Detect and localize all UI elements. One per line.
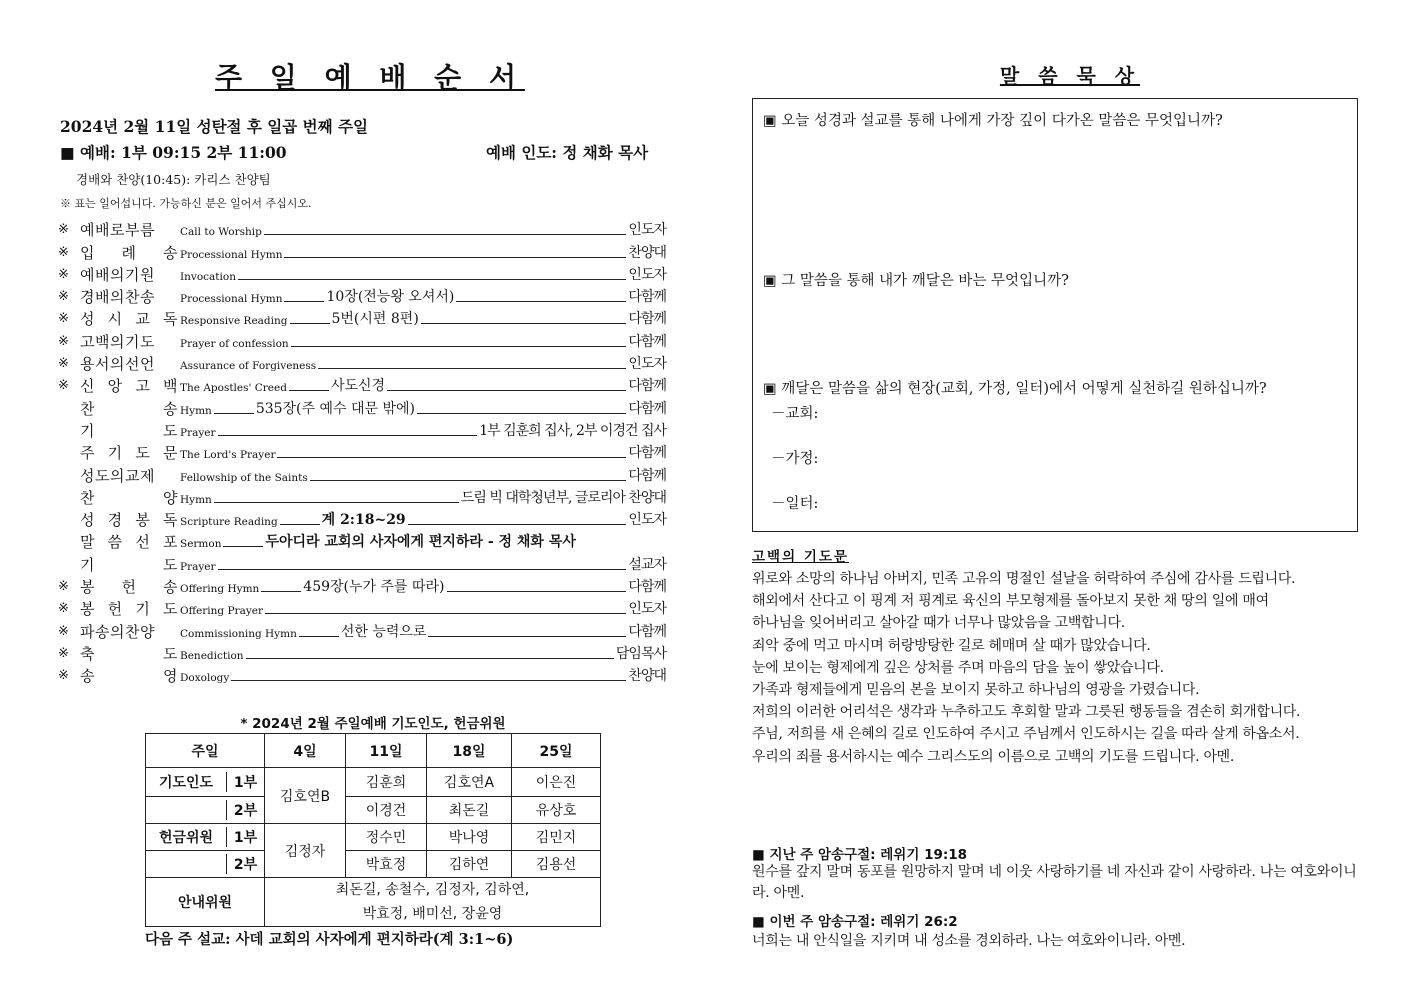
row-label-offering: 헌금위원 [146, 827, 227, 847]
dotted-leader [421, 322, 627, 324]
question-2: ▣ 그 말씀을 통해 내가 깨달은 바는 무엇입니까? [763, 273, 1069, 289]
bulletin-title: 주 일 예 배 순 서 [214, 61, 526, 94]
order-item-person: 다함께 [628, 378, 666, 395]
ushers-line-2: 박효정, 배미선, 장윤영 [362, 906, 503, 922]
order-item-person: 인도자 [628, 601, 666, 618]
prayer-line: 하나님을 잊어버리고 살아갈 때가 너무나 많았음을 고백합니다. [752, 615, 1125, 632]
order-item-name: 말 씀 선 포 [80, 533, 178, 552]
order-item-name: 찬 양 [80, 488, 178, 507]
order-item-english: The Apostles' Creed [180, 382, 287, 395]
answer-work: －일터: [771, 496, 819, 512]
order-item-name: 송 영 [80, 667, 178, 686]
order-item-name: 성 경 봉 독 [80, 511, 178, 530]
stand-mark: ※ [58, 645, 69, 661]
dotted-leader [578, 546, 664, 547]
dotted-leader [318, 367, 626, 369]
order-item-english: Processional Hymn [180, 293, 283, 306]
dotted-leader [284, 300, 324, 302]
stand-mark: ※ [58, 378, 69, 394]
order-item-person: 다함께 [628, 623, 666, 640]
table-cell: 박효정 [346, 851, 427, 878]
row-label-ushers: 안내위원 [146, 878, 265, 927]
service-times: ■ 예배: 1부 09:15 2부 11:00 [60, 143, 287, 162]
dotted-leader [447, 590, 627, 592]
stand-mark: ※ [58, 333, 69, 349]
this-week-verse-text: 너희는 내 안식일을 지키며 내 성소를 경외하라. 나는 여호와이니라. 아멘. [752, 933, 1186, 949]
table-cell: 정수민 [346, 824, 427, 851]
order-item-person: 인도자 [628, 356, 666, 373]
order-item-english: Prayer of confession [180, 337, 289, 350]
order-item [58, 307, 666, 329]
order-item-name: 축 도 [80, 644, 178, 663]
dotted-leader [291, 345, 627, 347]
table-cell: 김호연A [427, 768, 512, 797]
dotted-leader [456, 300, 626, 302]
table-cell: 유상호 [512, 797, 601, 824]
order-item [58, 486, 666, 508]
order-item-english: Doxology [180, 672, 230, 685]
order-item-english: Offering Prayer [180, 605, 263, 618]
table-cell: 김훈희 [346, 768, 427, 797]
prayer-line: 저희의 이러한 어리석은 생각과 누추하고도 후회할 말과 그릇된 행동들을 겸손히 회개합니다. [752, 704, 1301, 721]
order-item-person: 다함께 [628, 289, 666, 306]
dotted-leader [408, 523, 627, 525]
dotted-leader [246, 657, 614, 659]
stand-mark: ※ [58, 356, 69, 372]
order-item-person: 1부 김훈희 집사, 2부 이경건 집사 [479, 422, 666, 439]
stand-mark: ※ [58, 244, 69, 260]
order-item [58, 218, 666, 240]
order-item-content: 사도신경 [330, 378, 386, 395]
confession-prayer-body [752, 568, 1372, 768]
order-item [58, 530, 666, 552]
order-item-content: 535장(주 예수 대문 밖에) [255, 400, 416, 417]
dotted-leader [218, 568, 627, 570]
order-item [58, 352, 666, 374]
order-item [58, 285, 666, 307]
prayer-line: 가족과 형제들에게 믿음의 본을 보이지 못하고 하나님의 영광을 가렸습니다. [752, 682, 1200, 699]
order-item-content: 10장(전능왕 오셔서) [326, 289, 455, 306]
order-item-english: Offering Hymn [180, 583, 260, 596]
dotted-leader [284, 256, 626, 258]
order-item [58, 263, 666, 285]
table-header: 25일 [512, 734, 601, 768]
table-cell: 이경건 [346, 797, 427, 824]
order-item-content: 459장(누가 주를 따라) [303, 579, 445, 596]
order-item-content: 5번(시편 8편) [331, 311, 419, 328]
order-item-english: Scripture Reading [180, 516, 278, 529]
order-item-english: Fellowship of the Saints [180, 471, 308, 484]
order-item-person: 찬양대 [628, 244, 666, 261]
part-1-label: 1부 [233, 775, 258, 791]
dotted-leader [223, 545, 263, 547]
order-item-name: 기 도 [80, 555, 178, 574]
order-item-person: 인도자 [628, 266, 666, 283]
order-item-english: Prayer [180, 560, 216, 573]
order-item-english: Hymn [180, 493, 212, 506]
order-item-name: 경배의찬송 [80, 288, 155, 307]
dotted-leader [428, 635, 626, 637]
prayer-line: 위로와 소망의 하나님 아버지, 민족 고유의 명절인 설날을 허락하여 주심에 감사를 드립니다. [752, 571, 1296, 587]
order-item-english: Responsive Reading [180, 315, 288, 328]
table-cell: 김민지 [512, 824, 601, 851]
table-cell: 박나영 [427, 824, 512, 851]
stand-mark: ※ [58, 623, 69, 639]
order-item-english: Call to Worship [180, 226, 262, 239]
order-item-person: 다함께 [628, 400, 666, 417]
dotted-leader [264, 233, 627, 235]
order-item-english: Invocation [180, 270, 236, 283]
order-item [58, 441, 666, 463]
order-item [58, 575, 666, 597]
dotted-leader [231, 679, 626, 681]
order-item-name: 주 기 도 문 [80, 444, 178, 463]
order-item-person: 다함께 [628, 579, 666, 596]
order-item-person: 다함께 [628, 467, 666, 484]
part-2-label: 2부 [233, 803, 258, 819]
dotted-leader [289, 389, 329, 391]
order-item [58, 508, 666, 530]
table-cell: 김용선 [512, 851, 601, 878]
dotted-leader [238, 278, 626, 280]
dotted-leader [214, 412, 254, 414]
roster-table-title: * 2024년 2월 주일예배 기도인도, 헌금위원 [240, 716, 506, 732]
dotted-leader [290, 322, 330, 324]
prayer-line: 해외에서 산다고 이 핑계 저 핑계로 육신의 부모형제를 돌아보지 못한 채 땅의 일에 매여 [752, 593, 1269, 610]
stand-mark: ※ [58, 311, 69, 327]
order-item-name: 신 앙 고 백 [80, 377, 178, 396]
order-item [58, 240, 666, 262]
this-week-verse-heading: ■ 이번 주 암송구절: 레위기 26:2 [752, 914, 958, 930]
stand-mark: ※ [58, 222, 69, 238]
order-item-name: 입 례 송 [80, 243, 178, 262]
order-item-english: Hymn [180, 404, 212, 417]
dotted-leader [265, 612, 626, 614]
order-item-english: Prayer [180, 426, 216, 439]
order-item-content: 계 2:18~29 [321, 512, 406, 529]
part-2-label: 2부 [233, 857, 258, 873]
meditation-box [752, 98, 1358, 532]
order-item-english: Sermon [180, 538, 222, 551]
meditation-title: 말 씀 묵 상 [999, 64, 1141, 88]
order-item-person: 다함께 [628, 311, 666, 328]
table-cell: 김하연 [427, 851, 512, 878]
order-of-worship [58, 218, 666, 686]
roster-table [145, 733, 601, 927]
stand-mark: ※ [58, 289, 69, 305]
dotted-leader [280, 523, 320, 525]
order-item-person: 찬양대 [628, 668, 666, 685]
table-cell: 최돈길 [427, 797, 512, 824]
order-item-name: 성도의교제 [80, 466, 155, 485]
order-item [58, 664, 666, 686]
order-item-english: Benediction [180, 649, 244, 662]
order-item-person: 인도자 [628, 222, 666, 239]
service-leader: 예배 인도: 정 채화 목사 [486, 143, 649, 162]
last-week-verse-text: 원수를 갚지 말며 동포를 원망하지 말며 네 이웃 사랑하기를 네 자신과 같이 사랑하라. 나는 여호와이니라. 아멘. [752, 864, 1357, 901]
order-item-name: 봉 헌 송 [80, 578, 178, 597]
dotted-leader [310, 479, 627, 481]
praise-team-note: 경배와 찬양(10:45): 카리스 찬양팀 [76, 172, 271, 187]
order-item [58, 463, 666, 485]
dotted-leader [387, 389, 626, 391]
order-item-content: 두아디라 교회의 사자에게 편지하라 - 정 채화 목사 [265, 534, 576, 551]
order-item [58, 619, 666, 641]
stand-mark: ※ [58, 266, 69, 282]
dotted-leader [299, 635, 339, 637]
prayer-line: 주님, 저희를 새 은혜의 길로 인도하여 주시고 주님께서 인도하시는 길을 따라 살게 하옵소서. [752, 726, 1300, 743]
table-header: 18일 [427, 734, 512, 768]
order-item [58, 642, 666, 664]
table-cell: 김호연B [265, 768, 346, 824]
prayer-line: 죄악 중에 먹고 마시며 허랑방탕한 길로 헤매며 살 때가 많았습니다. [752, 637, 1151, 654]
order-item [58, 597, 666, 619]
confession-prayer-heading: 고백의 기도문 [752, 549, 849, 565]
order-item-english: Processional Hymn [180, 248, 283, 261]
order-item [58, 396, 666, 418]
prayer-line: 눈에 보이는 형제에게 깊은 상처를 주며 마음의 담을 높이 쌓았습니다. [752, 659, 1164, 676]
order-item [58, 419, 666, 441]
order-item-person: 설교자 [628, 556, 666, 573]
answer-home: －가정: [771, 451, 819, 467]
stand-note: ※ 표는 일어섭니다. 가능하신 분은 일어서 주십시오. [60, 197, 312, 210]
order-item-person: 다함께 [628, 445, 666, 462]
table-cell: 김정자 [265, 824, 346, 878]
table-cell: 이은진 [512, 768, 601, 797]
order-item [58, 374, 666, 396]
next-sermon: 다음 주 설교: 사데 교회의 사자에게 편지하라(계 3:1~6) [145, 931, 514, 948]
order-item-name: 봉 헌 기 도 [80, 600, 178, 619]
order-item-name: 예배의기원 [80, 265, 155, 284]
order-item-english: Assurance of Forgiveness [180, 360, 317, 373]
order-item-name: 용서의선언 [80, 355, 155, 374]
order-item-english: The Lord's Prayer [180, 449, 276, 462]
ushers-line-1: 최돈길, 송철수, 김정자, 김하연, [335, 882, 530, 898]
dotted-leader [214, 501, 459, 503]
row-label-prayer: 기도인도 [146, 772, 227, 792]
order-item-name: 예배로부름 [80, 221, 155, 240]
order-item-name: 찬 송 [80, 399, 178, 418]
order-item-content: 선한 능력으로 [340, 623, 427, 640]
table-header: 주일 [146, 734, 265, 768]
answer-church: －교회: [771, 406, 819, 422]
stand-mark: ※ [58, 601, 69, 617]
order-item-name: 파송의찬양 [80, 622, 155, 641]
stand-mark: ※ [58, 668, 69, 684]
dotted-leader [277, 456, 626, 458]
order-item [58, 329, 666, 351]
part-1-label: 1부 [233, 830, 258, 846]
order-item-english: Commissioning Hymn [180, 627, 297, 640]
order-item-name: 기 도 [80, 421, 178, 440]
order-item-person: 다함께 [628, 333, 666, 350]
stand-mark: ※ [58, 579, 69, 595]
dotted-leader [261, 590, 301, 592]
order-item-name: 성 시 교 독 [80, 310, 178, 329]
order-item-person: 인도자 [628, 512, 666, 529]
dotted-leader [417, 412, 626, 414]
prayer-line: 우리의 죄를 용서하시는 예수 그리스도의 이름으로 고백의 기도를 드립니다. 아멘. [752, 748, 1235, 765]
dotted-leader [218, 434, 478, 436]
table-header: 4일 [265, 734, 346, 768]
service-date: 2024년 2월 11일 성탄절 후 일곱 번째 주일 [60, 117, 368, 136]
question-3: ▣ 깨달은 말씀을 삶의 현장(교회, 가정, 일터)에서 어떻게 실천하길 원하십니까? [763, 381, 1267, 397]
question-1: ▣ 오늘 성경과 설교를 통해 나에게 가장 깊이 다가온 말씀은 무엇입니까? [763, 113, 1223, 129]
order-item [58, 552, 666, 574]
order-item-person: 드림 빅 대학청년부, 글로리아 찬양대 [460, 489, 666, 506]
table-header: 11일 [346, 734, 427, 768]
order-item-person: 담임목사 [615, 645, 666, 662]
last-week-verse-heading: ■ 지난 주 암송구절: 레위기 19:18 [752, 847, 968, 863]
order-item-name: 고백의기도 [80, 332, 155, 351]
